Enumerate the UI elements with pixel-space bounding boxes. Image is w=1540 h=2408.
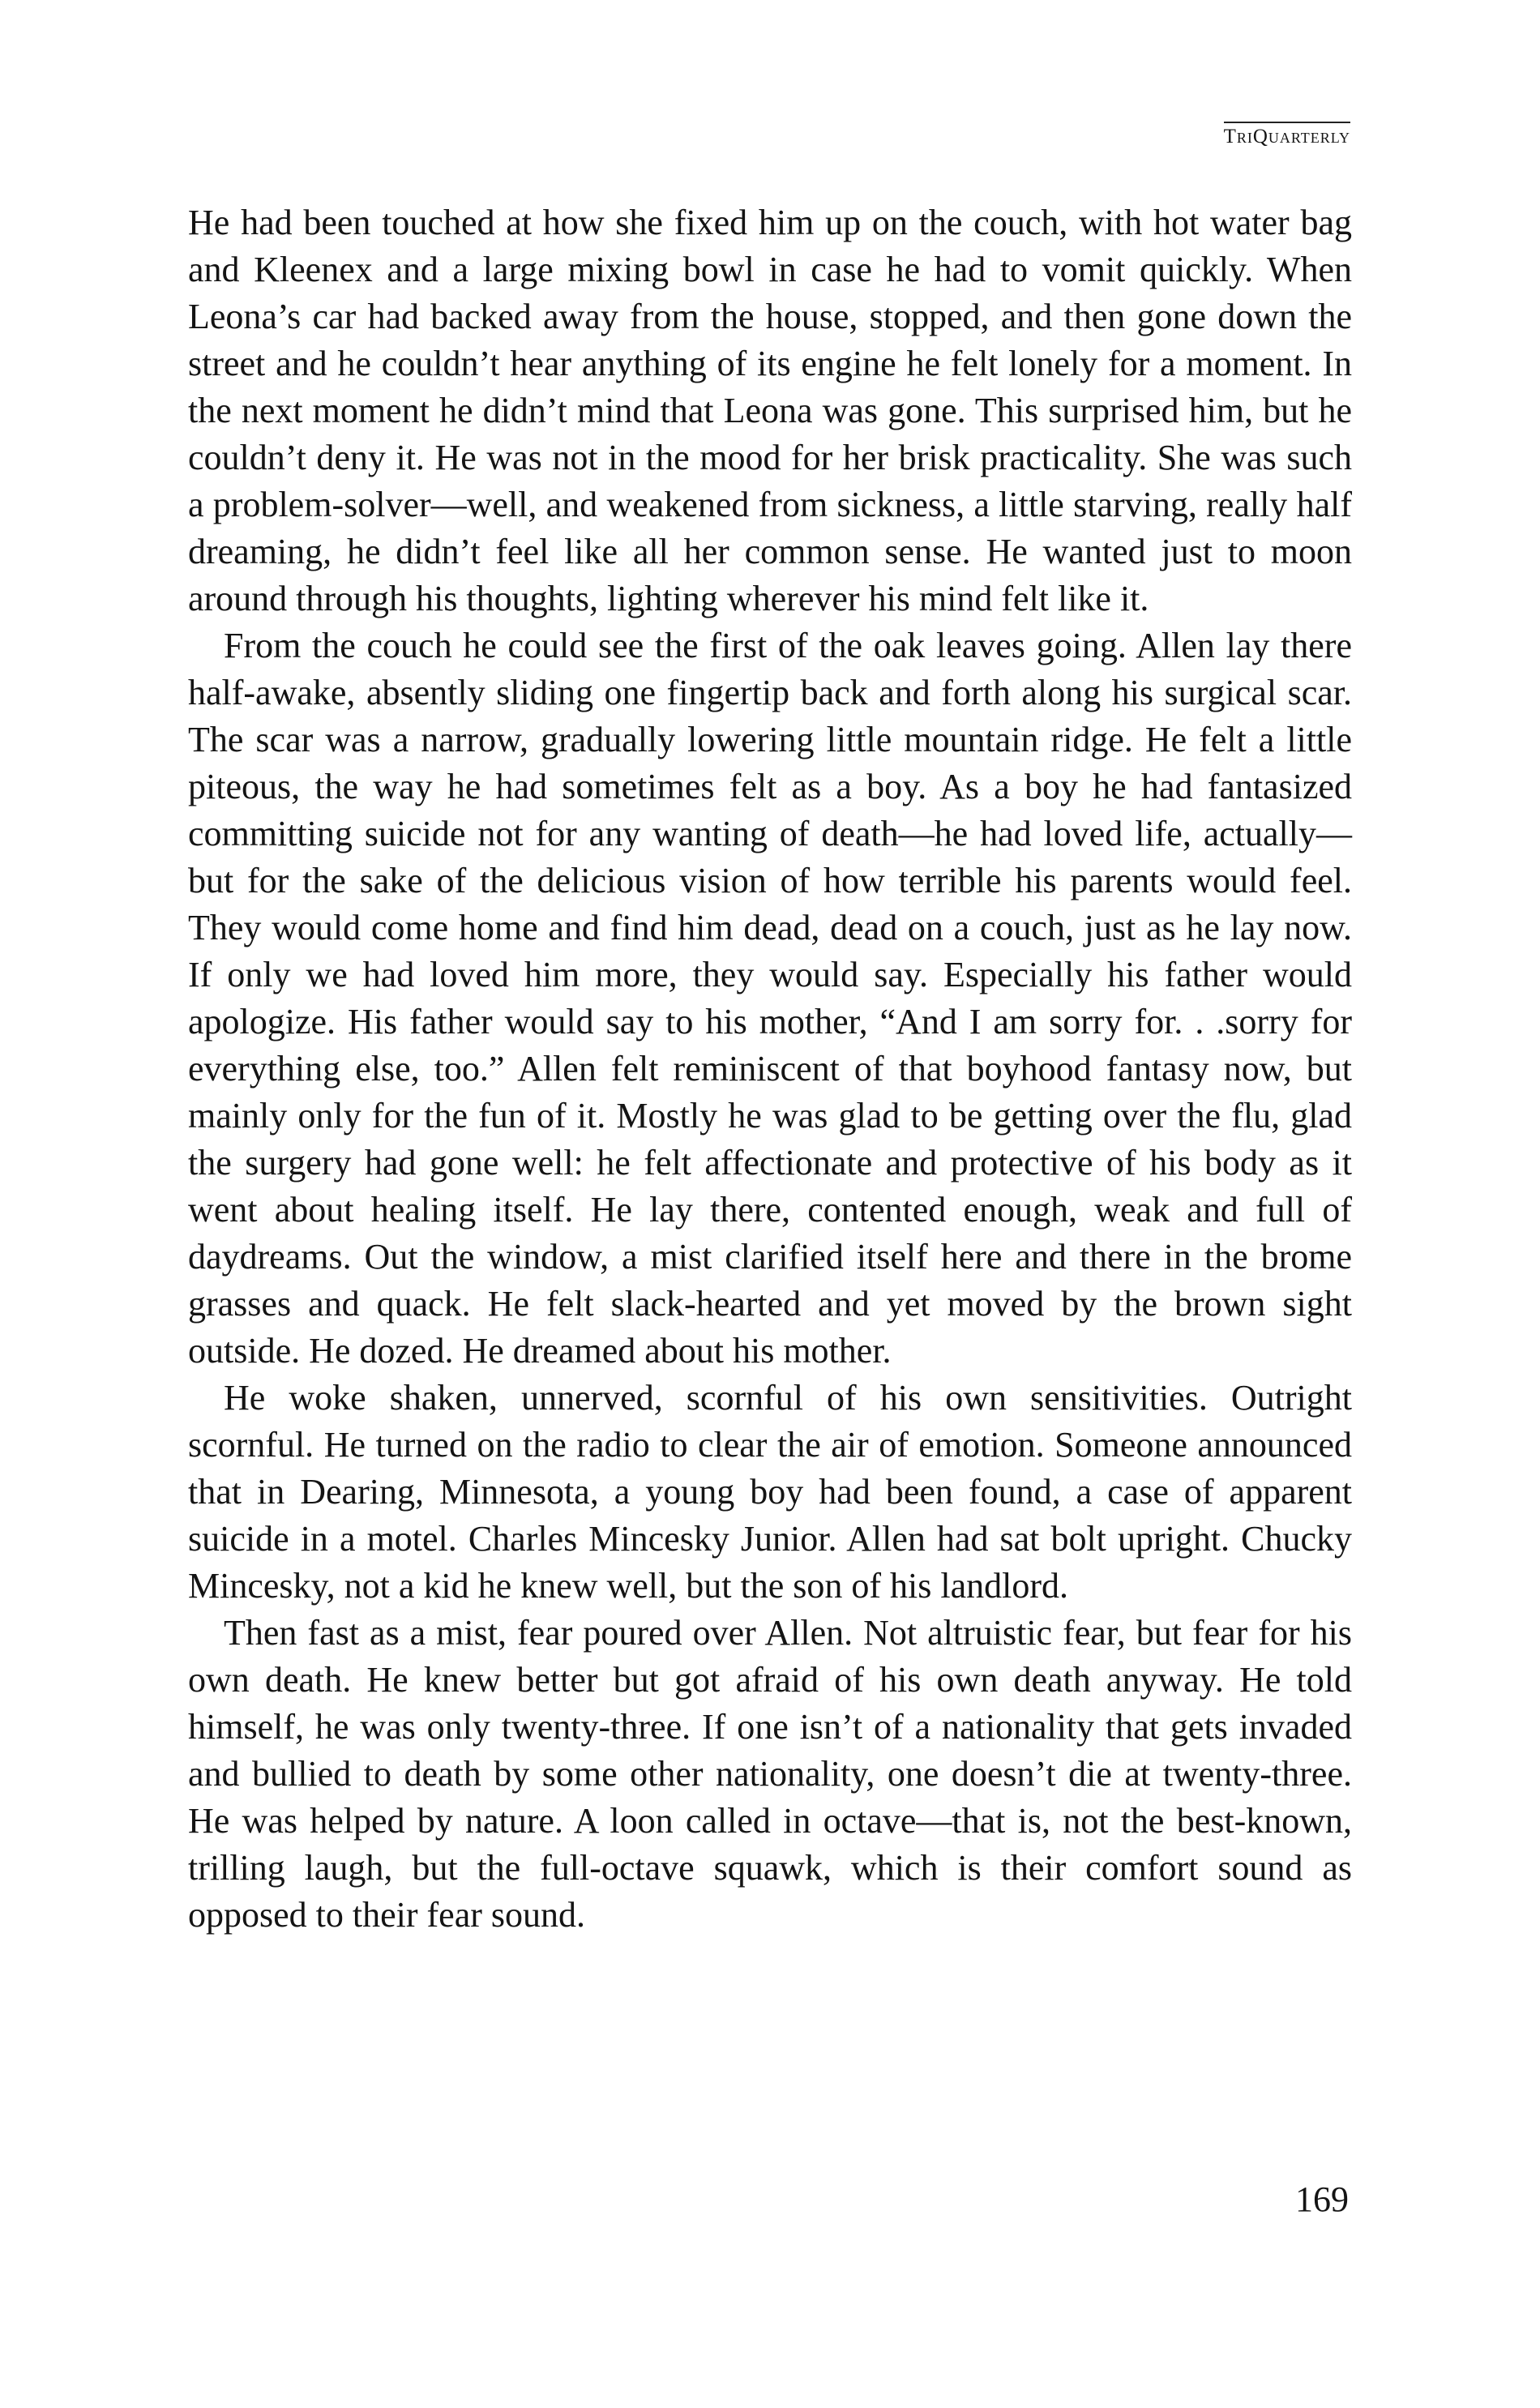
- paragraph-3: He woke shaken, unnerved, scornful of his own sensitivities. Outright scornful. He turned on the radio to clear the air of emotion. Someone announced that in Dearing, Minnesota, a young boy had been found, a case of apparent suicide in a motel. Charles Mincesky Junior. Allen had sat bolt upright. Chucky Mincesky, not a kid he knew well, but the son of his landlord.: [188, 1378, 1352, 1606]
- page-number: 169: [1295, 2179, 1349, 2219]
- running-head: TriQuarterly: [1224, 122, 1350, 152]
- paragraph-1: He had been touched at how she fixed him up on the couch, with hot water bag and Kleenex and a large mixing bowl in case he had to vomit quickly. When Leona’s car had backed away from the house, stopped, and then gone down the street and he couldn’t hear anything of its engine he felt lonely for a moment. In the next moment he didn’t mind that Leona was gone. This surprised him, but he couldn’t deny it. He was not in the mood for her brisk practicality. She was such a problem-solver—well, and weakened from sickness, a little starving, really half dreaming, he didn’t feel like all her common sense. He wanted just to moon around through his thoughts, lighting wherever his mind felt like it.: [188, 203, 1352, 618]
- paragraph-4: Then fast as a mist, fear poured over Allen. Not altruistic fear, but fear for his own death. He knew better but got afraid of his own death anyway. He told himself, he was only twenty-three. If one isn’t of a nationality that gets invaded and bullied to death by some other nationality, one doesn’t die at twenty-three. He was helped by nature. A loon called in octave—that is, not the best-known, trilling laugh, but the full-octave squawk, which is their comfort sound as opposed to their fear sound.: [188, 1613, 1352, 1935]
- paragraph-2: From the couch he could see the first of the oak leaves going. Allen lay there half-awake, absently sliding one fingertip back and forth along his surgical scar. The scar was a narrow, gradually lowering little mountain ridge. He felt a little piteous, the way he had sometimes felt as a boy. As a boy he had fantasized committing suicide not for any wanting of death—he had loved life, actually—but for the sake of the delicious vision of how terrible his parents would feel. They would come home and find him dead, dead on a couch, just as he lay now. If only we had loved him more, they would say. Especially his father would apologize. His father would say to his mother, “And I am sorry for. . .sorry for everything else, too.” Allen felt reminiscent of that boyhood fantasy now, but mainly only for the fun of it. Mostly he was glad to be getting over the flu, glad the surgery had gone well: he felt affectionate and protective of his body as it went about healing itself. He lay there, contented enough, weak and full of daydreams. Out the window, a mist clarified itself here and there in the brome grasses and quack. He felt slack-hearted and yet moved by the brown sight outside. He dozed. He dreamed about his mother.: [188, 626, 1352, 1371]
- body-text: [188, 199, 1352, 1939]
